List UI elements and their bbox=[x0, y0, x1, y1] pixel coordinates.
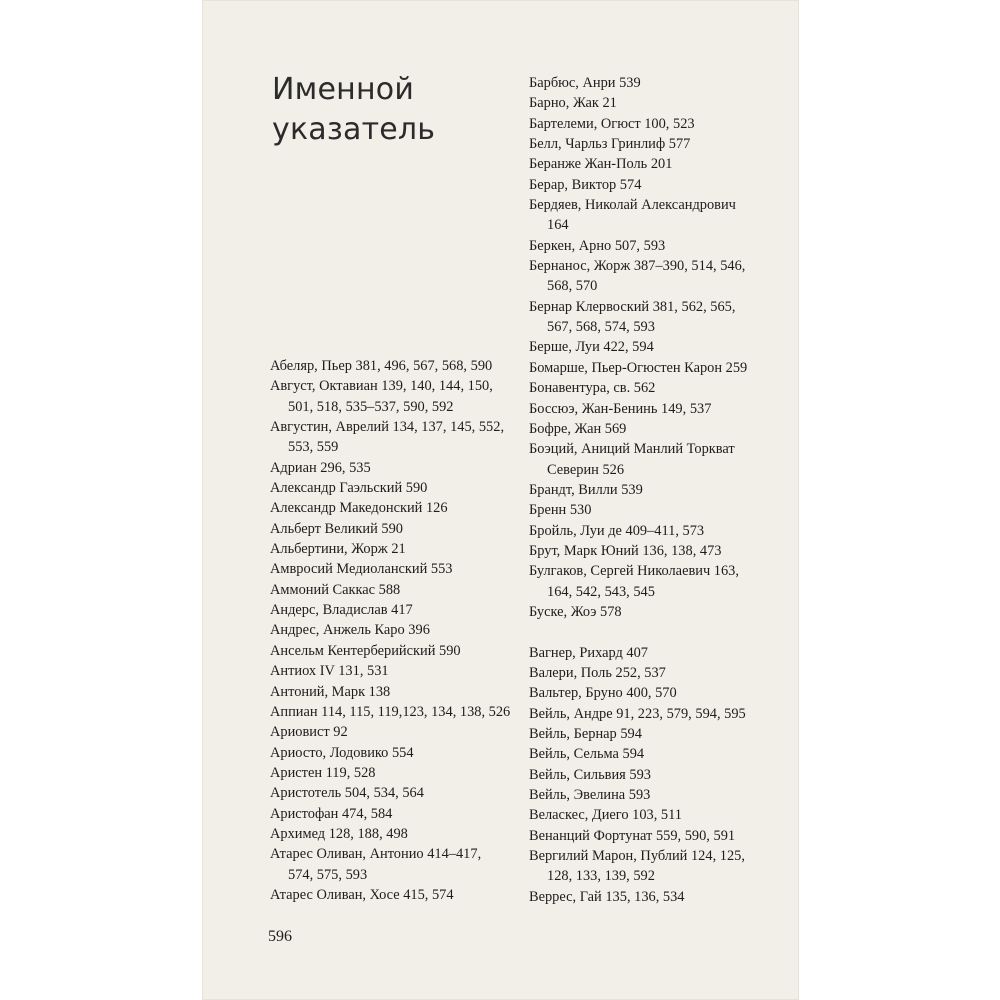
index-entry-text: Вейль, Сельма 594 bbox=[529, 746, 645, 763]
index-entry bbox=[529, 765, 781, 785]
index-entry bbox=[270, 559, 522, 579]
index-entry-continuation: 568, 570 bbox=[547, 278, 598, 295]
index-entry-text: Боссюэ, Жан-Бенинь 149, 537 bbox=[529, 400, 712, 417]
index-entry bbox=[270, 824, 522, 844]
index-entry bbox=[529, 73, 781, 93]
index-entry-text: Берар, Виктор 574 bbox=[529, 176, 642, 193]
index-entry bbox=[529, 887, 781, 907]
index-entry bbox=[529, 175, 781, 195]
index-entry-text: Августин, Аврелий 134, 137, 145, 552, bbox=[270, 419, 505, 436]
index-entry-text: Ансельм Кентерберийский 590 bbox=[270, 642, 461, 659]
index-entry bbox=[529, 399, 781, 419]
page-number: 596 bbox=[268, 928, 292, 945]
index-entry bbox=[529, 724, 781, 744]
index-entry bbox=[529, 195, 781, 236]
index-entry bbox=[529, 480, 781, 500]
index-entry-text: Александр Гаэльский 590 bbox=[270, 480, 428, 497]
index-entry bbox=[529, 114, 781, 134]
index-entry bbox=[270, 641, 522, 661]
index-entry bbox=[270, 743, 522, 763]
index-entry bbox=[270, 356, 522, 376]
index-entry bbox=[529, 521, 781, 541]
index-section-v bbox=[529, 643, 781, 907]
index-entry-text: Бомарше, Пьер-Огюстен Карон 259 bbox=[529, 359, 748, 376]
index-entry bbox=[529, 378, 781, 398]
index-entry-text: Барно, Жак 21 bbox=[529, 95, 617, 112]
title-line-2: указатель bbox=[272, 112, 436, 147]
index-entry bbox=[270, 885, 522, 905]
index-entry-text: Аристен 119, 528 bbox=[270, 764, 376, 781]
index-entry-continuation: 501, 518, 535–537, 590, 592 bbox=[288, 398, 454, 415]
index-entry bbox=[270, 804, 522, 824]
index-entry bbox=[529, 704, 781, 724]
index-entry bbox=[270, 376, 522, 417]
index-entry bbox=[529, 602, 781, 622]
index-entry bbox=[529, 846, 781, 887]
index-entry-text: Белл, Чарльз Гринлиф 577 bbox=[529, 136, 691, 153]
index-entry bbox=[270, 519, 522, 539]
index-entry-text: Аппиан 114, 115, 119,123, 134, 138, 526 bbox=[270, 703, 511, 720]
index-entry-text: Буске, Жоэ 578 bbox=[529, 603, 622, 620]
index-entry-text: Андрес, Анжель Каро 396 bbox=[270, 622, 430, 639]
index-column-right bbox=[529, 73, 781, 907]
index-entry-text: Бернар Клервоский 381, 562, 565, bbox=[529, 298, 736, 315]
index-entry-text: Вейль, Андре 91, 223, 579, 594, 595 bbox=[529, 705, 746, 722]
index-entry bbox=[270, 682, 522, 702]
index-entry bbox=[529, 541, 781, 561]
index-entry bbox=[529, 419, 781, 439]
index-entry-text: Аристотель 504, 534, 564 bbox=[270, 785, 424, 802]
index-entry-text: Август, Октавиан 139, 140, 144, 150, bbox=[270, 378, 493, 395]
index-entry-text: Бернанос, Жорж 387–390, 514, 546, bbox=[529, 258, 746, 275]
index-entry-text: Амвросий Медиоланский 553 bbox=[270, 561, 453, 578]
index-entry-text: Ариовист 92 bbox=[270, 724, 348, 741]
index-entry-text: Бройль, Луи де 409–411, 573 bbox=[529, 522, 705, 539]
index-entry-text: Бренн 530 bbox=[529, 502, 592, 519]
index-entry bbox=[529, 643, 781, 663]
index-entry bbox=[529, 805, 781, 825]
index-entry-continuation: 164, 542, 543, 545 bbox=[547, 583, 655, 600]
index-entry-text: Аммоний Саккас 588 bbox=[270, 581, 401, 598]
index-entry bbox=[529, 297, 781, 338]
index-entry-text: Беркен, Арно 507, 593 bbox=[529, 237, 666, 254]
index-entry bbox=[529, 358, 781, 378]
index-entry-text: Веласкес, Диего 103, 511 bbox=[529, 807, 682, 824]
index-entry-text: Берше, Луи 422, 594 bbox=[529, 339, 654, 356]
index-entry-text: Бонавентура, св. 562 bbox=[529, 380, 656, 397]
index-entry-text: Адриан 296, 535 bbox=[270, 459, 371, 476]
index-entry-text: Вагнер, Рихард 407 bbox=[529, 644, 648, 661]
index-entry bbox=[270, 417, 522, 458]
index-entry-continuation: 164 bbox=[547, 217, 569, 234]
index-entry bbox=[529, 785, 781, 805]
index-entry-text: Антоний, Марк 138 bbox=[270, 683, 391, 700]
index-entry-text: Барбюс, Анри 539 bbox=[529, 75, 641, 91]
index-entry bbox=[529, 236, 781, 256]
index-entry-text: Абеляр, Пьер 381, 496, 567, 568, 590 bbox=[270, 358, 493, 374]
index-entry-continuation: 567, 568, 574, 593 bbox=[547, 319, 655, 336]
index-entry-continuation: Северин 526 bbox=[547, 461, 625, 478]
index-entry bbox=[529, 683, 781, 703]
index-entry-text: Вейль, Сильвия 593 bbox=[529, 766, 651, 783]
index-entry-text: Бартелеми, Огюст 100, 523 bbox=[529, 115, 695, 132]
index-entry-continuation: 574, 575, 593 bbox=[288, 866, 368, 883]
index-entry-text: Александр Македонский 126 bbox=[270, 500, 448, 517]
index-entry-text: Аристофан 474, 584 bbox=[270, 805, 393, 822]
index-entry-text: Брут, Марк Юний 136, 138, 473 bbox=[529, 542, 722, 559]
index-entry-continuation: 553, 559 bbox=[288, 439, 339, 456]
index-entry bbox=[529, 134, 781, 154]
index-entry-text: Бердяев, Николай Александрович bbox=[529, 197, 736, 214]
index-entry bbox=[529, 744, 781, 764]
index-entry-text: Антиох IV 131, 531 bbox=[270, 663, 389, 680]
index-entry-text: Венанций Фортунат 559, 590, 591 bbox=[529, 827, 736, 844]
index-entry bbox=[270, 498, 522, 518]
index-entry-text: Вейль, Бернар 594 bbox=[529, 726, 642, 742]
index-entry bbox=[270, 722, 522, 742]
index-entry bbox=[270, 580, 522, 600]
index-entry bbox=[529, 500, 781, 520]
index-entry-text: Беранже Жан-Поль 201 bbox=[529, 156, 673, 173]
index-entry bbox=[529, 439, 781, 480]
index-entry bbox=[529, 337, 781, 357]
index-entry bbox=[529, 154, 781, 174]
index-entry-text: Андерс, Владислав 417 bbox=[270, 602, 413, 619]
section-gap bbox=[529, 622, 781, 642]
index-entry bbox=[270, 620, 522, 640]
index-entry-text: Ариосто, Лодовико 554 bbox=[270, 744, 414, 761]
index-entry bbox=[529, 663, 781, 683]
index-entry-text: Вейль, Эвелина 593 bbox=[529, 787, 651, 804]
index-entry bbox=[270, 763, 522, 783]
index-entry-text: Бофре, Жан 569 bbox=[529, 420, 627, 437]
index-entry-continuation: 128, 133, 139, 592 bbox=[547, 868, 655, 885]
index-entry bbox=[529, 93, 781, 113]
title-line-1: Именной bbox=[272, 72, 415, 107]
index-entry-text: Альберт Великий 590 bbox=[270, 520, 403, 537]
index-section-b bbox=[529, 73, 781, 622]
index-entry bbox=[529, 826, 781, 846]
index-entry-text: Валери, Поль 252, 537 bbox=[529, 664, 666, 681]
index-entry bbox=[529, 561, 781, 602]
index-entry-text: Атарес Оливан, Хосе 415, 574 bbox=[270, 886, 454, 903]
index-entry bbox=[270, 478, 522, 498]
index-entry bbox=[270, 844, 522, 885]
index-entry-text: Брандт, Вилли 539 bbox=[529, 481, 643, 498]
page-title bbox=[272, 70, 435, 150]
index-entry bbox=[270, 783, 522, 803]
index-column-left bbox=[270, 356, 522, 905]
index-entry-text: Веррес, Гай 135, 136, 534 bbox=[529, 888, 685, 905]
index-entry-text: Вальтер, Бруно 400, 570 bbox=[529, 685, 677, 702]
index-entry-text: Архимед 128, 188, 498 bbox=[270, 825, 408, 842]
index-entry bbox=[270, 539, 522, 559]
index-entry bbox=[529, 256, 781, 297]
index-entry bbox=[270, 458, 522, 478]
index-entry bbox=[270, 661, 522, 681]
index-entry-text: Булгаков, Сергей Николаевич 163, bbox=[529, 563, 739, 580]
index-entry-text: Альбертини, Жорж 21 bbox=[270, 541, 406, 558]
index-entry bbox=[270, 600, 522, 620]
index-entry bbox=[270, 702, 522, 722]
index-entry-text: Атарес Оливан, Антонио 414–417, bbox=[270, 846, 482, 863]
index-entry-text: Боэций, Аниций Манлий Торкват bbox=[529, 441, 735, 458]
index-entry-text: Вергилий Марон, Публий 124, 125, bbox=[529, 848, 745, 865]
